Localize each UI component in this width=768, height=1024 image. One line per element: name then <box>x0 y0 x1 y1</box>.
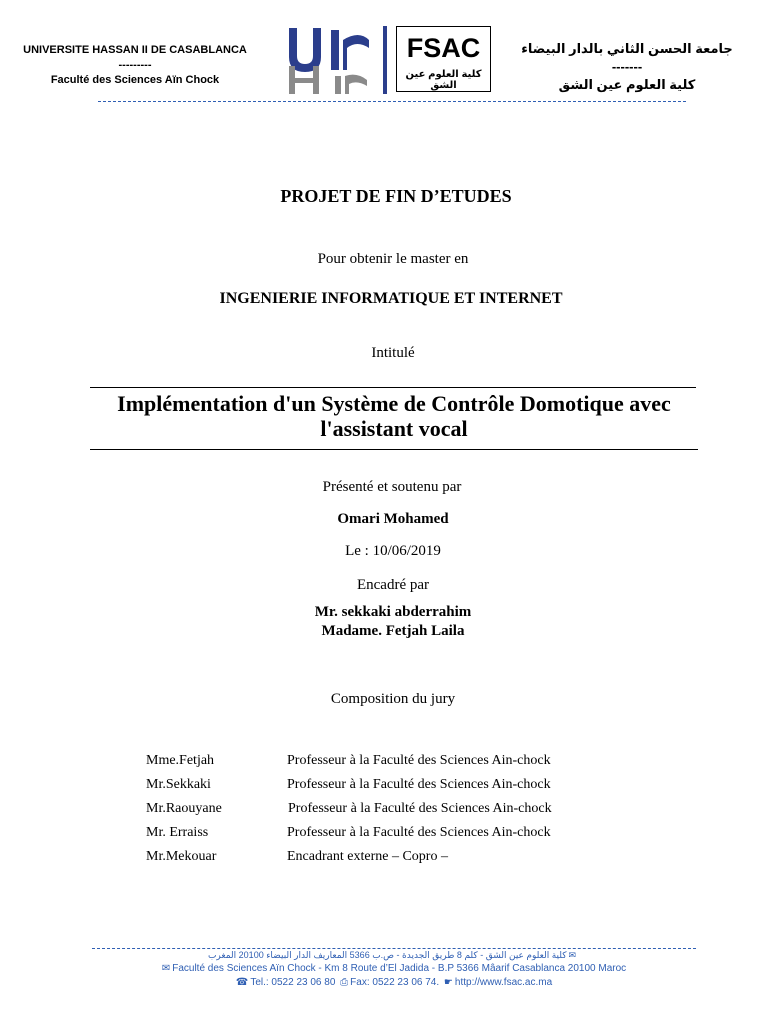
footer-address-ar-text: كلية العلوم عين الشق - كلم 8 طريق الجديدة - ص.ب 5366 المعاريف الدار البيضاء 20100 المغرب <box>207 950 567 960</box>
footer-rule <box>92 948 696 949</box>
title-rule-top <box>90 387 696 388</box>
thesis-title <box>60 391 728 441</box>
jury-member-name: Mr. Erraiss <box>146 825 209 840</box>
jury-member-role: Professeur à la Faculté des Sciences Ain-chock <box>288 801 552 816</box>
supervised-label: Encadré par <box>356 577 430 593</box>
jury-member-role: Professeur à la Faculté des Sciences Ain-chock <box>287 825 551 840</box>
fsac-logo-text: FSAC <box>406 33 481 63</box>
header-rule <box>98 101 686 102</box>
jury-member-role: Professeur à la Faculté des Sciences Ain-chock <box>287 753 551 768</box>
jury-member-role: Professeur à la Faculté des Sciences Ain-chock <box>287 777 551 792</box>
footer-address-fr-text: Faculté des Sciences Aïn Chock - Km 8 Route d’El Jadida - B.P 5366 Mâarif Casablanca 20100 Maroc <box>172 963 627 974</box>
supervisor-1: Mr. sekkaki abderrahim <box>314 604 472 620</box>
faculty-name-fr: Faculté des Sciences Aïn Chock <box>50 74 220 86</box>
intitule-label: Intitulé <box>371 345 415 361</box>
presented-label: Présenté et soutenu par <box>322 479 462 495</box>
header-separator-left: --------- <box>118 59 152 71</box>
footer-address-fr <box>0 963 768 974</box>
defense-date: Le : 10/06/2019 <box>345 543 441 559</box>
pointer-icon: ☛ <box>443 977 453 988</box>
title-rule-bottom <box>90 449 698 450</box>
header-left <box>10 43 260 88</box>
envelope-icon: ✉ <box>568 950 577 960</box>
footer-contact <box>0 977 768 988</box>
fsac-logo <box>396 26 491 92</box>
fax-icon: ⎙ <box>340 977 349 988</box>
fsac-logo-subtitle: كلية العلوم عين الشق <box>405 69 482 91</box>
envelope-icon: ✉ <box>161 963 171 974</box>
supervisor-2: Madame. Fetjah Laila <box>321 623 465 639</box>
jury-member-role: Encadrant externe – Copro – <box>287 849 448 864</box>
master-name: INGENIERIE INFORMATIQUE ET INTERNET <box>219 290 563 307</box>
logo-divider <box>383 26 387 94</box>
university-name-fr: UNIVERSITE HASSAN II DE CASABLANCA <box>23 44 247 56</box>
header-right <box>512 40 742 94</box>
university-logo <box>287 26 373 96</box>
jury-member-name: Mr.Sekkaki <box>146 777 211 792</box>
document-type: PROJET DE FIN D’ETUDES <box>280 186 512 206</box>
phone-icon: ☎ <box>235 977 249 988</box>
footer-website[interactable]: http://www.fsac.ac.ma <box>454 977 553 988</box>
footer-fax: Fax: 0522 23 06 74. <box>350 977 440 988</box>
degree-purpose: Pour obtenir le master en <box>317 251 469 267</box>
footer-address-ar <box>0 950 768 961</box>
author-name: Omari Mohamed <box>337 511 449 527</box>
jury-member-name: Mme.Fetjah <box>146 753 215 768</box>
faculty-name-ar: كلية العلوم عين الشق <box>558 77 696 92</box>
jury-member-name: Mr.Raouyane <box>146 801 222 816</box>
university-name-ar: جامعة الحسن الثاني بالدار البيضاء <box>521 41 733 56</box>
thesis-title-line2: l'assistant vocal <box>320 416 468 441</box>
thesis-title-line1: Implémentation d'un Système de Contrôle Domotique avec <box>117 391 671 416</box>
header-separator-right: ------- <box>611 59 643 74</box>
footer-tel: Tel.: 0522 23 06 80 <box>250 977 336 988</box>
jury-label: Composition du jury <box>330 691 456 707</box>
jury-member-name: Mr.Mekouar <box>146 849 217 864</box>
